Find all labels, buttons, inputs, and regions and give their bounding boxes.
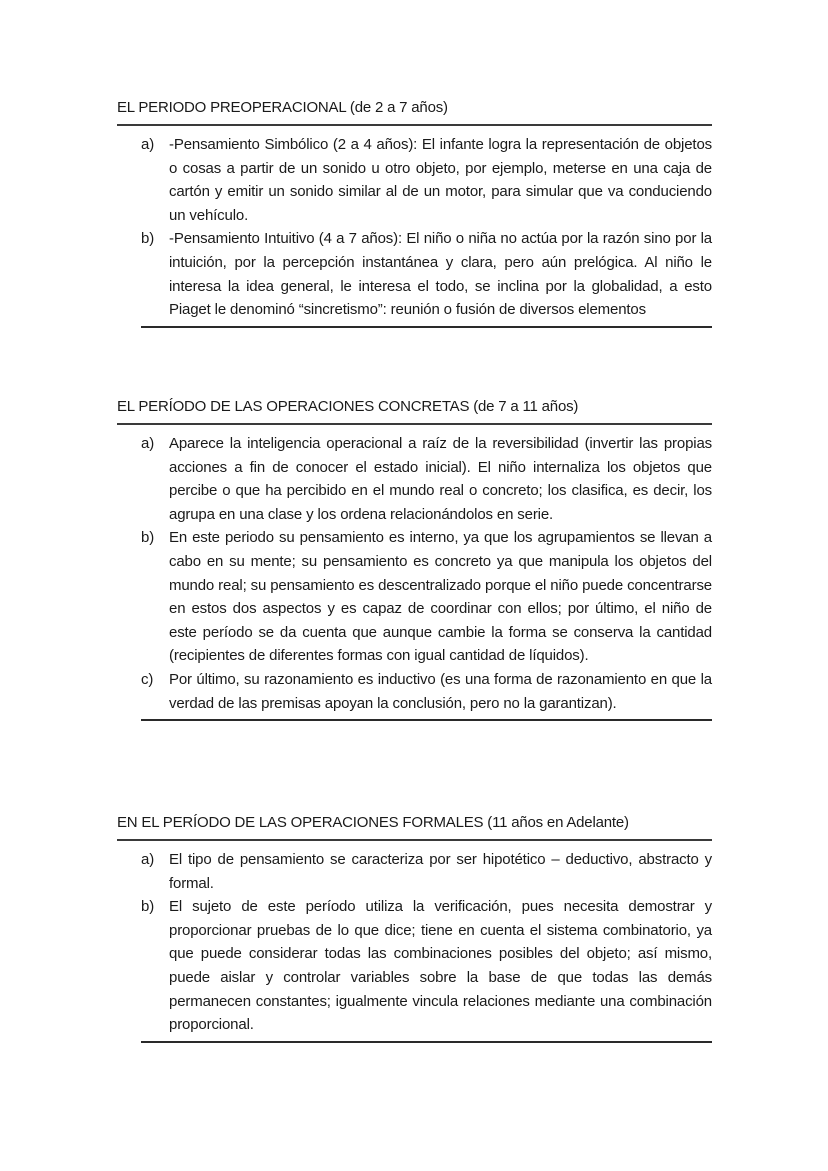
- list-item-text: Aparece la inteligencia operacional a raíz de la reversibilidad (invertir las propias acciones a fin de conocer el estado inicial). El niño internaliza los objetos que percibe o que ha percibido en el mundo real o concreto; los clasifica, es decir, los agrupa en una clase y los ordena relacionándolos en serie.: [169, 435, 712, 523]
- list-item: [141, 227, 712, 321]
- list-item-text: -Pensamiento Simbólico (2 a 4 años): El infante logra la representación de objetos o cosas a partir de un sonido u otro objeto, por ejemplo, meterse en una caja de cartón y emitir un sonido similar al de un motor, para simular que va conduciendo un vehículo.: [169, 136, 712, 224]
- list-marker: b): [141, 529, 155, 547]
- section-operaciones-formales: [117, 813, 712, 1043]
- list-marker: b): [141, 898, 155, 916]
- list-item-text: Por último, su razonamiento es inductivo (es una forma de razonamiento en que la verdad de las premisas apoyan la conclusión, pero no la garantizan).: [169, 670, 712, 712]
- list-marker: a): [141, 435, 155, 452]
- list-item: [141, 133, 712, 227]
- section-preoperacional: [117, 98, 712, 328]
- item-list: [141, 425, 712, 721]
- list-marker: c): [141, 670, 154, 688]
- item-list: [141, 841, 712, 1043]
- section-heading: EL PERÍODO DE LAS OPERACIONES CONCRETAS (de 7 a 11 años): [117, 397, 712, 425]
- section-heading: EL PERIODO PREOPERACIONAL (de 2 a 7 años): [117, 98, 712, 126]
- section-heading: EN EL PERÍODO DE LAS OPERACIONES FORMALES (11 años en Adelante): [117, 813, 712, 841]
- item-list: [141, 126, 712, 328]
- list-item: [141, 895, 712, 1037]
- list-marker: a): [141, 136, 155, 153]
- list-item-text: -Pensamiento Intuitivo (4 a 7 años): El niño o niña no actúa por la razón sino por la intuición, por la percepción instantánea y clara, pero aún prelógica. Al niño le interesa la idea general, le interesa el todo, se inclina por la globalidad, a esto Piaget le denominó “sincretismo”: reunión o fusión de diversos elementos: [169, 230, 712, 319]
- list-item: [141, 432, 712, 526]
- list-item: [141, 848, 712, 895]
- list-item-text: El tipo de pensamiento se caracteriza por ser hipotético – deductivo, abstracto y formal.: [169, 851, 712, 892]
- list-item-text: El sujeto de este período utiliza la verificación, pues necesita demostrar y proporcionar pruebas de lo que dice; tiene en cuenta el sistema combinatorio, ya que puede considerar todas las combinaciones posibles del objeto; así mismo, puede aislar y controlar variables sobre la base de que todas las demás permanecen constantes; igualmente vincula relaciones mediante una combinación proporcional.: [169, 898, 712, 1034]
- section-operaciones-concretas: [117, 397, 712, 721]
- list-item: [141, 526, 712, 668]
- list-marker: a): [141, 851, 155, 868]
- list-item: [141, 668, 712, 715]
- list-item-text: En este periodo su pensamiento es interno, ya que los agrupamientos se llevan a cabo en su mente; su pensamiento es concreto ya que manipula los objetos del mundo real; su pensamiento es descentralizado porque el niño puede concentrarse en estos dos aspectos y es capaz de coordinar con ellos; por último, el niño de este período se da cuenta que aunque cambie la forma se conserva la cantidad (recipientes de diferentes formas con igual cantidad de líquidos).: [169, 529, 712, 665]
- list-marker: b): [141, 230, 155, 248]
